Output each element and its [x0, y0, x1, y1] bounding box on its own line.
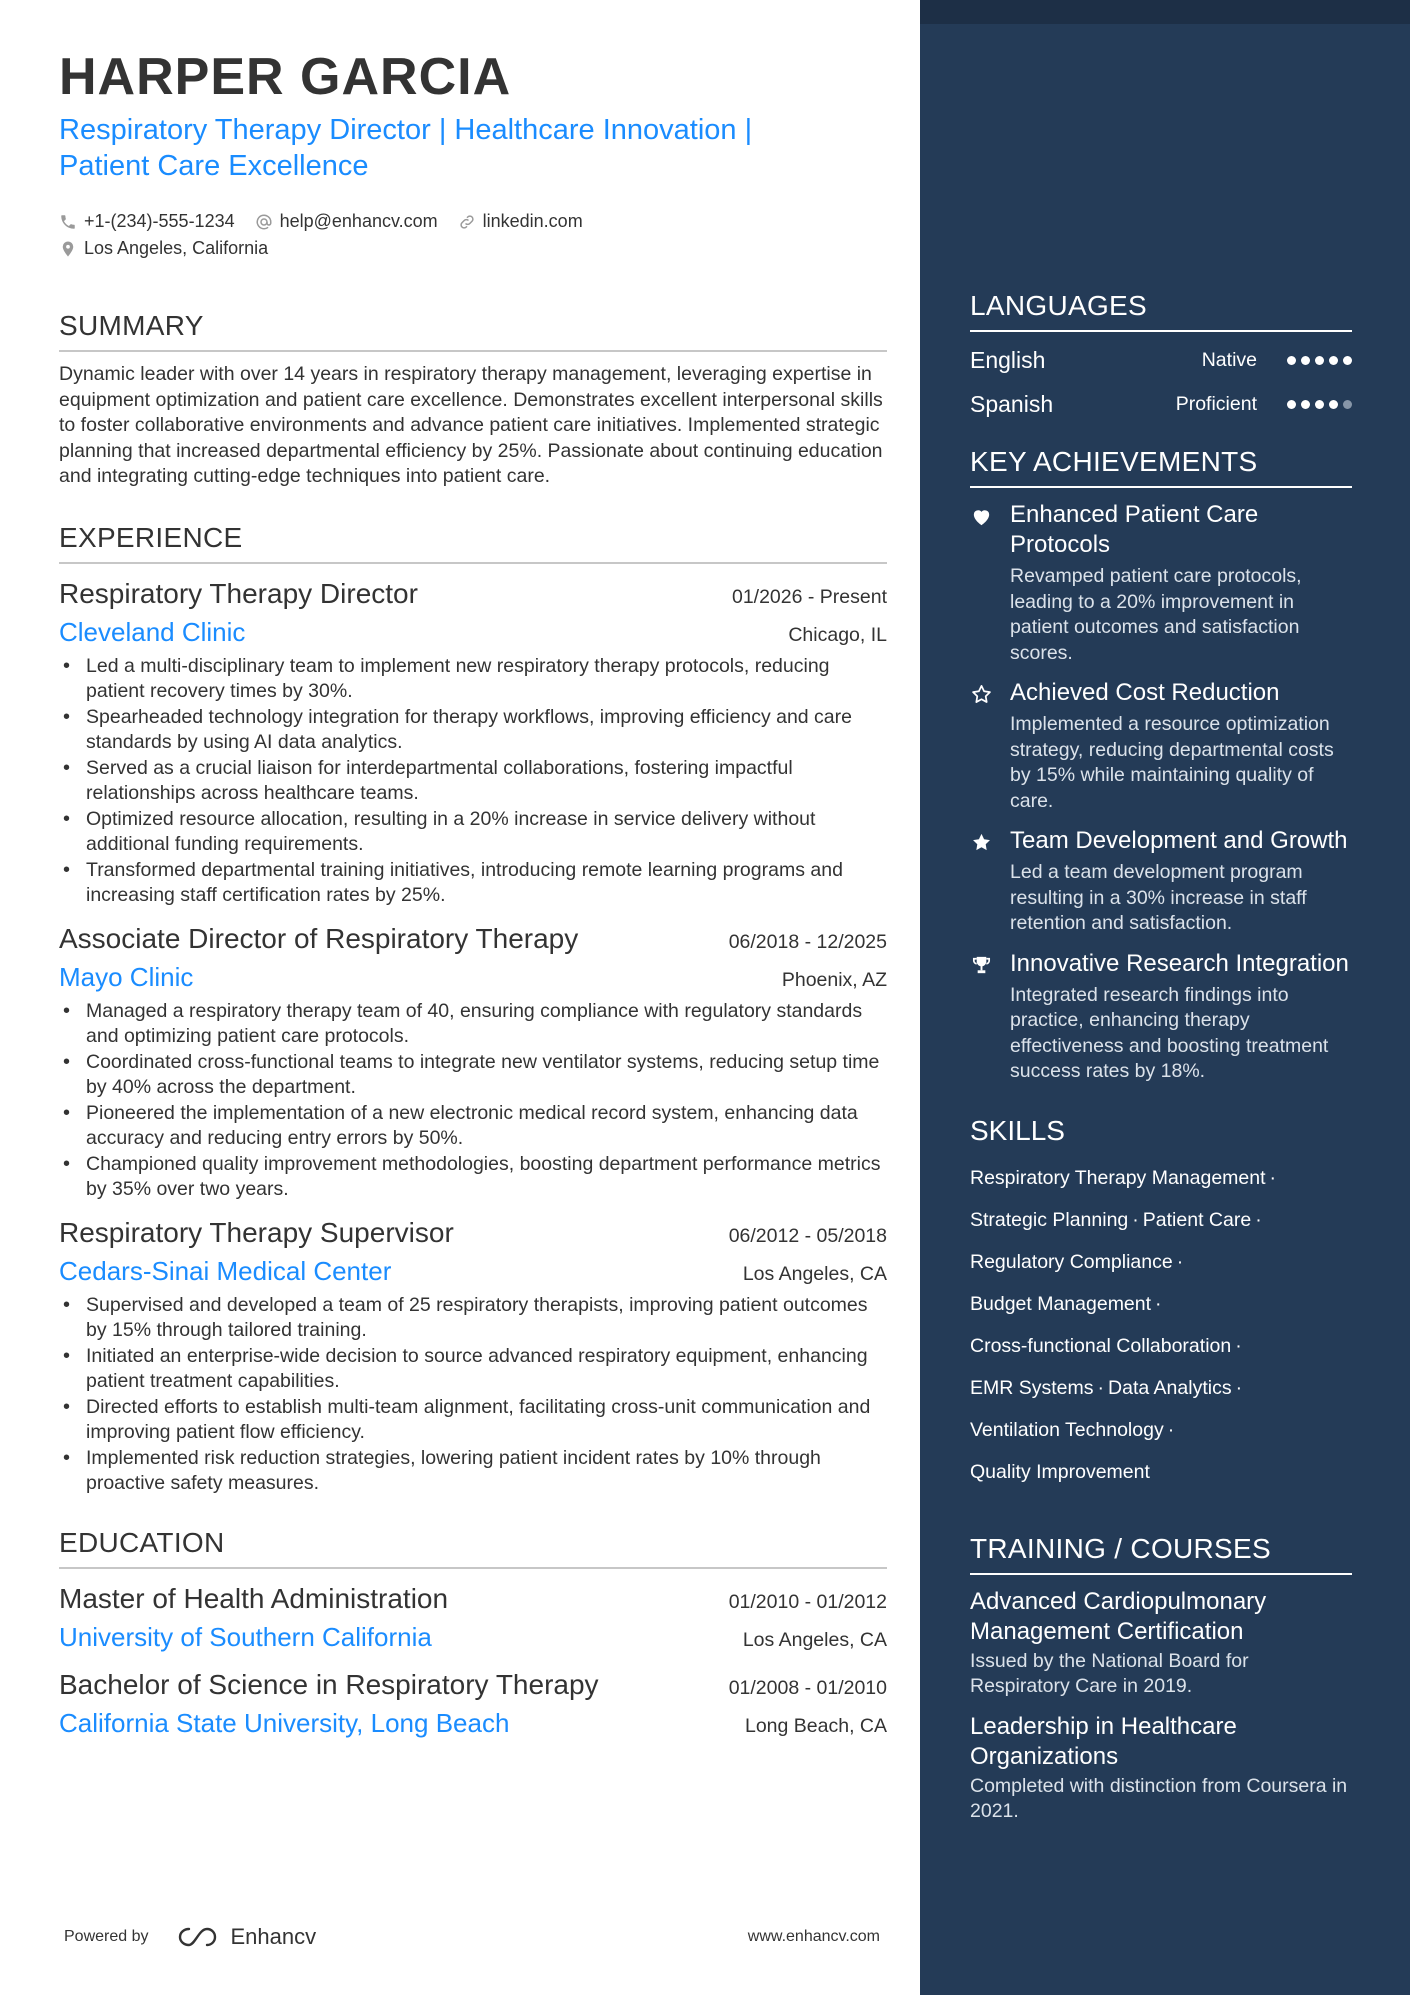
achievement-item	[970, 500, 1352, 666]
proficiency-dot-filled	[1315, 400, 1324, 409]
skill-item: EMR Systems	[970, 1376, 1094, 1399]
school-name: University of Southern California	[59, 1621, 432, 1652]
skill-item: Ventilation Technology	[970, 1418, 1164, 1441]
proficiency-dot-filled	[1287, 356, 1296, 365]
job-title: Respiratory Therapy Supervisor	[59, 1216, 454, 1248]
skill-separator: ·	[1176, 1250, 1184, 1273]
language-level: Proficient	[1175, 392, 1257, 415]
bullet-item: • Supervised and developed a team of 25 respiratory therapists, improving patient outcomes by 15% through tailored training.	[59, 1293, 887, 1344]
location-text: Los Angeles, California	[84, 238, 269, 258]
skill-separator: ·	[1235, 1376, 1243, 1399]
language-name: English	[970, 346, 1046, 373]
achievement-item	[970, 678, 1352, 814]
skill-item: Quality Improvement	[970, 1460, 1150, 1483]
skill-item: Budget Management	[970, 1292, 1152, 1315]
contact-row-1	[59, 208, 887, 235]
course-desc: Issued by the National Board for Respiratory Care in 2019.	[970, 1649, 1249, 1697]
bullet-item: • Served as a crucial liaison for interdepartmental collaborations, fostering impactful relationships across healthcare teams.	[59, 756, 887, 807]
bullet-item: • Managed a respiratory therapy team of 40, ensuring compliance with regulatory standards and optimizing patient care protocols.	[59, 999, 887, 1050]
enhancv-logo[interactable]	[177, 1924, 317, 1950]
proficiency-dot-filled	[1329, 400, 1338, 409]
education-dates: 01/2008 - 01/2010	[728, 1676, 887, 1699]
skill-separator: ·	[1269, 1166, 1277, 1189]
degree-title: Bachelor of Science in Respiratory Therapy	[59, 1668, 599, 1700]
summary-text: Dynamic leader with over 14 years in respiratory therapy management, leveraging expertise in equipment optimization and patient care excellence. Demonstrates excellent interpersonal skills to foster collaborative environments and advance patient care initiatives. Implemented strategic planning that increased departmental efficiency by 25%. Passionate about continuing education and integrating cutting-edge techniques into patient care.	[59, 363, 883, 487]
experience-entry	[59, 574, 887, 909]
sidebar-content	[970, 290, 1352, 1825]
language-row	[970, 382, 1352, 426]
language-proficiency-dots	[1287, 400, 1352, 409]
bullet-item: • Led a multi-disciplinary team to implement new respiratory therapy protocols, reducing patient recovery times by 30%.	[59, 654, 887, 705]
footer-url[interactable]: www.enhancv.com	[747, 1928, 880, 1945]
training-section	[970, 1533, 1352, 1825]
course-item	[970, 1712, 1352, 1825]
skill-line	[970, 1199, 1352, 1241]
language-name: Spanish	[970, 390, 1054, 417]
skill-line	[970, 1283, 1352, 1325]
bullet-item: • Implemented risk reduction strategies, lowering patient incident rates by 10% through proactive safety measures.	[59, 1446, 887, 1497]
achievement-desc: Revamped patient care protocols, leading to a 20% improvement in patient outcomes and satisfaction scores.	[1010, 565, 1302, 664]
job-bullets	[59, 999, 887, 1203]
phone-text: +1-(234)-555-1234	[84, 211, 235, 231]
skill-line	[970, 1367, 1352, 1409]
skill-separator: ·	[1097, 1376, 1105, 1399]
job-dates: 06/2018 - 12/2025	[728, 930, 887, 953]
skill-separator: ·	[1235, 1334, 1242, 1357]
education-entry	[59, 1579, 887, 1655]
star-outline-icon	[970, 683, 993, 706]
footer-branding	[64, 1924, 316, 1950]
education-dates: 01/2010 - 01/2012	[728, 1590, 887, 1613]
company-name: Cedars-Sinai Medical Center	[59, 1255, 392, 1286]
achievement-desc: Implemented a resource optimization strategy, reducing departmental costs by 15% while maintaining quality of care.	[1010, 713, 1334, 812]
contact-row-2	[59, 235, 887, 262]
achievements-section	[970, 446, 1352, 1085]
bullet-item: • Initiated an enterprise-wide decision to source advanced respiratory equipment, enhancing patient treatment capabilities.	[59, 1344, 887, 1395]
skill-line	[970, 1157, 1352, 1199]
candidate-headline	[59, 112, 887, 184]
proficiency-dot-filled	[1287, 400, 1296, 409]
proficiency-dot-filled	[1315, 356, 1324, 365]
skills-section	[970, 1115, 1352, 1493]
email-contact[interactable]	[255, 211, 438, 232]
headline-line-2: Patient Care Excellence	[59, 150, 369, 182]
languages-section	[970, 290, 1352, 426]
proficiency-dot-filled	[1301, 400, 1310, 409]
school-location: Long Beach, CA	[744, 1714, 887, 1737]
achievements-title: KEY ACHIEVEMENTS	[970, 446, 1352, 488]
language-level: Native	[1201, 348, 1257, 371]
proficiency-dot-filled	[1301, 356, 1310, 365]
skill-separator: ·	[1155, 1292, 1162, 1315]
enhancv-brand-text: Enhancv	[230, 1924, 317, 1949]
job-bullets	[59, 654, 887, 909]
bullet-item: • Spearheaded technology integration for therapy workflows, improving efficiency and care standards by using AI data analytics.	[59, 705, 887, 756]
skill-line	[970, 1241, 1352, 1283]
skill-separator: ·	[1132, 1208, 1139, 1231]
education-section	[59, 1527, 887, 1741]
language-row	[970, 338, 1352, 382]
skill-line	[970, 1409, 1352, 1451]
candidate-name: HARPER GARCIA	[59, 48, 512, 106]
experience-entry	[59, 919, 887, 1203]
experience-entry	[59, 1213, 887, 1497]
bullet-item: • Coordinated cross-functional teams to integrate new ventilator systems, reducing setup time by 40% across the department.	[59, 1050, 887, 1101]
bullet-item: • Championed quality improvement methodologies, boosting department performance metrics by 35% over two years.	[59, 1152, 887, 1203]
achievement-title: Innovative Research Integration	[1010, 949, 1349, 977]
linkedin-text: linkedin.com	[482, 211, 583, 231]
experience-section	[59, 522, 887, 1497]
achievement-desc: Led a team development program resulting in a 30% increase in staff retention and satisfaction.	[1010, 861, 1307, 934]
contact-info	[59, 208, 887, 262]
proficiency-dot-empty	[1343, 400, 1352, 409]
job-location: Phoenix, AZ	[781, 968, 887, 991]
course-desc: Completed with distinction from Coursera in 2021.	[970, 1774, 1348, 1822]
school-name: California State University, Long Beach	[59, 1707, 510, 1738]
email-text: help@enhancv.com	[279, 211, 438, 231]
skill-separator: ·	[1255, 1208, 1262, 1231]
skill-separator: ·	[1167, 1418, 1175, 1441]
phone-contact[interactable]	[59, 211, 235, 232]
skill-item: Regulatory Compliance	[970, 1250, 1173, 1273]
phone-icon	[59, 213, 77, 231]
bullet-item: • Optimized resource allocation, resulting in a 20% increase in service delivery without additional funding requirements.	[59, 807, 887, 858]
main-column	[59, 44, 887, 1741]
achievement-item	[970, 949, 1352, 1085]
skill-item: Patient Care	[1142, 1208, 1252, 1231]
proficiency-dot-filled	[1329, 356, 1338, 365]
achievement-desc: Integrated research findings into practice, enhancing therapy effectiveness and boosting treatment success rates by 18%.	[1010, 983, 1329, 1082]
achievement-title: Achieved Cost Reduction	[1010, 679, 1280, 706]
training-title: TRAINING / COURSES	[970, 1533, 1352, 1575]
job-location: Chicago, IL	[788, 623, 887, 646]
skill-item: Data Analytics	[1108, 1376, 1232, 1399]
job-dates: 06/2012 - 05/2018	[728, 1224, 887, 1247]
job-title: Associate Director of Respiratory Therapy	[59, 922, 579, 954]
course-title: Advanced Cardiopulmonary Management Certification	[970, 1587, 1267, 1645]
education-entry	[59, 1665, 887, 1741]
summary-title: SUMMARY	[59, 310, 887, 352]
enhancv-logo-icon	[177, 1925, 223, 1949]
bullet-item: • Directed efforts to establish multi-team alignment, facilitating cross-unit communication and improving patient flow efficiency.	[59, 1395, 887, 1446]
language-proficiency-dots	[1287, 356, 1352, 365]
bullet-item: • Transformed departmental training initiatives, introducing remote learning programs and increasing staff certification rates by 25%.	[59, 858, 887, 909]
headline-line-1: Respiratory Therapy Director | Healthcare Innovation |	[59, 114, 753, 146]
summary-section	[59, 310, 887, 490]
skill-item: Strategic Planning	[970, 1208, 1129, 1231]
trophy-icon	[970, 954, 993, 977]
bullet-item: • Pioneered the implementation of a new electronic medical record system, enhancing data accuracy and reducing entry errors by 50%.	[59, 1101, 887, 1152]
course-title: Leadership in Healthcare Organizations	[970, 1712, 1237, 1770]
star-icon	[970, 831, 993, 854]
company-name: Cleveland Clinic	[59, 616, 246, 647]
powered-by-label: Powered by	[64, 1928, 149, 1945]
job-location: Los Angeles, CA	[742, 1262, 887, 1285]
education-title: EDUCATION	[59, 1527, 887, 1569]
course-item	[970, 1587, 1352, 1700]
skill-item: Cross-functional Collaboration	[970, 1334, 1232, 1357]
achievement-title: Enhanced Patient Care Protocols	[1010, 501, 1259, 558]
job-dates: 01/2026 - Present	[731, 585, 887, 608]
school-location: Los Angeles, CA	[742, 1628, 887, 1651]
job-bullets	[59, 1293, 887, 1497]
skills-title: SKILLS	[970, 1114, 1065, 1146]
location-pin-icon	[59, 240, 77, 258]
page-footer	[64, 1924, 880, 1950]
achievement-item	[970, 826, 1352, 937]
heart-icon	[970, 505, 993, 528]
proficiency-dot-filled	[1343, 356, 1352, 365]
skills-list	[970, 1157, 1352, 1493]
degree-title: Master of Health Administration	[59, 1582, 449, 1614]
link-icon	[458, 213, 476, 231]
company-name: Mayo Clinic	[59, 961, 194, 992]
location-contact	[59, 238, 268, 259]
skill-line	[970, 1451, 1352, 1493]
skill-line	[970, 1325, 1352, 1367]
skill-item: Respiratory Therapy Management	[970, 1166, 1266, 1189]
achievement-title: Team Development and Growth	[1010, 827, 1348, 854]
sidebar-top-bar	[920, 0, 1410, 24]
linkedin-contact[interactable]	[458, 211, 583, 232]
experience-title: EXPERIENCE	[59, 522, 887, 564]
languages-title: LANGUAGES	[970, 290, 1352, 332]
at-icon	[255, 213, 273, 231]
job-title: Respiratory Therapy Director	[59, 577, 418, 609]
